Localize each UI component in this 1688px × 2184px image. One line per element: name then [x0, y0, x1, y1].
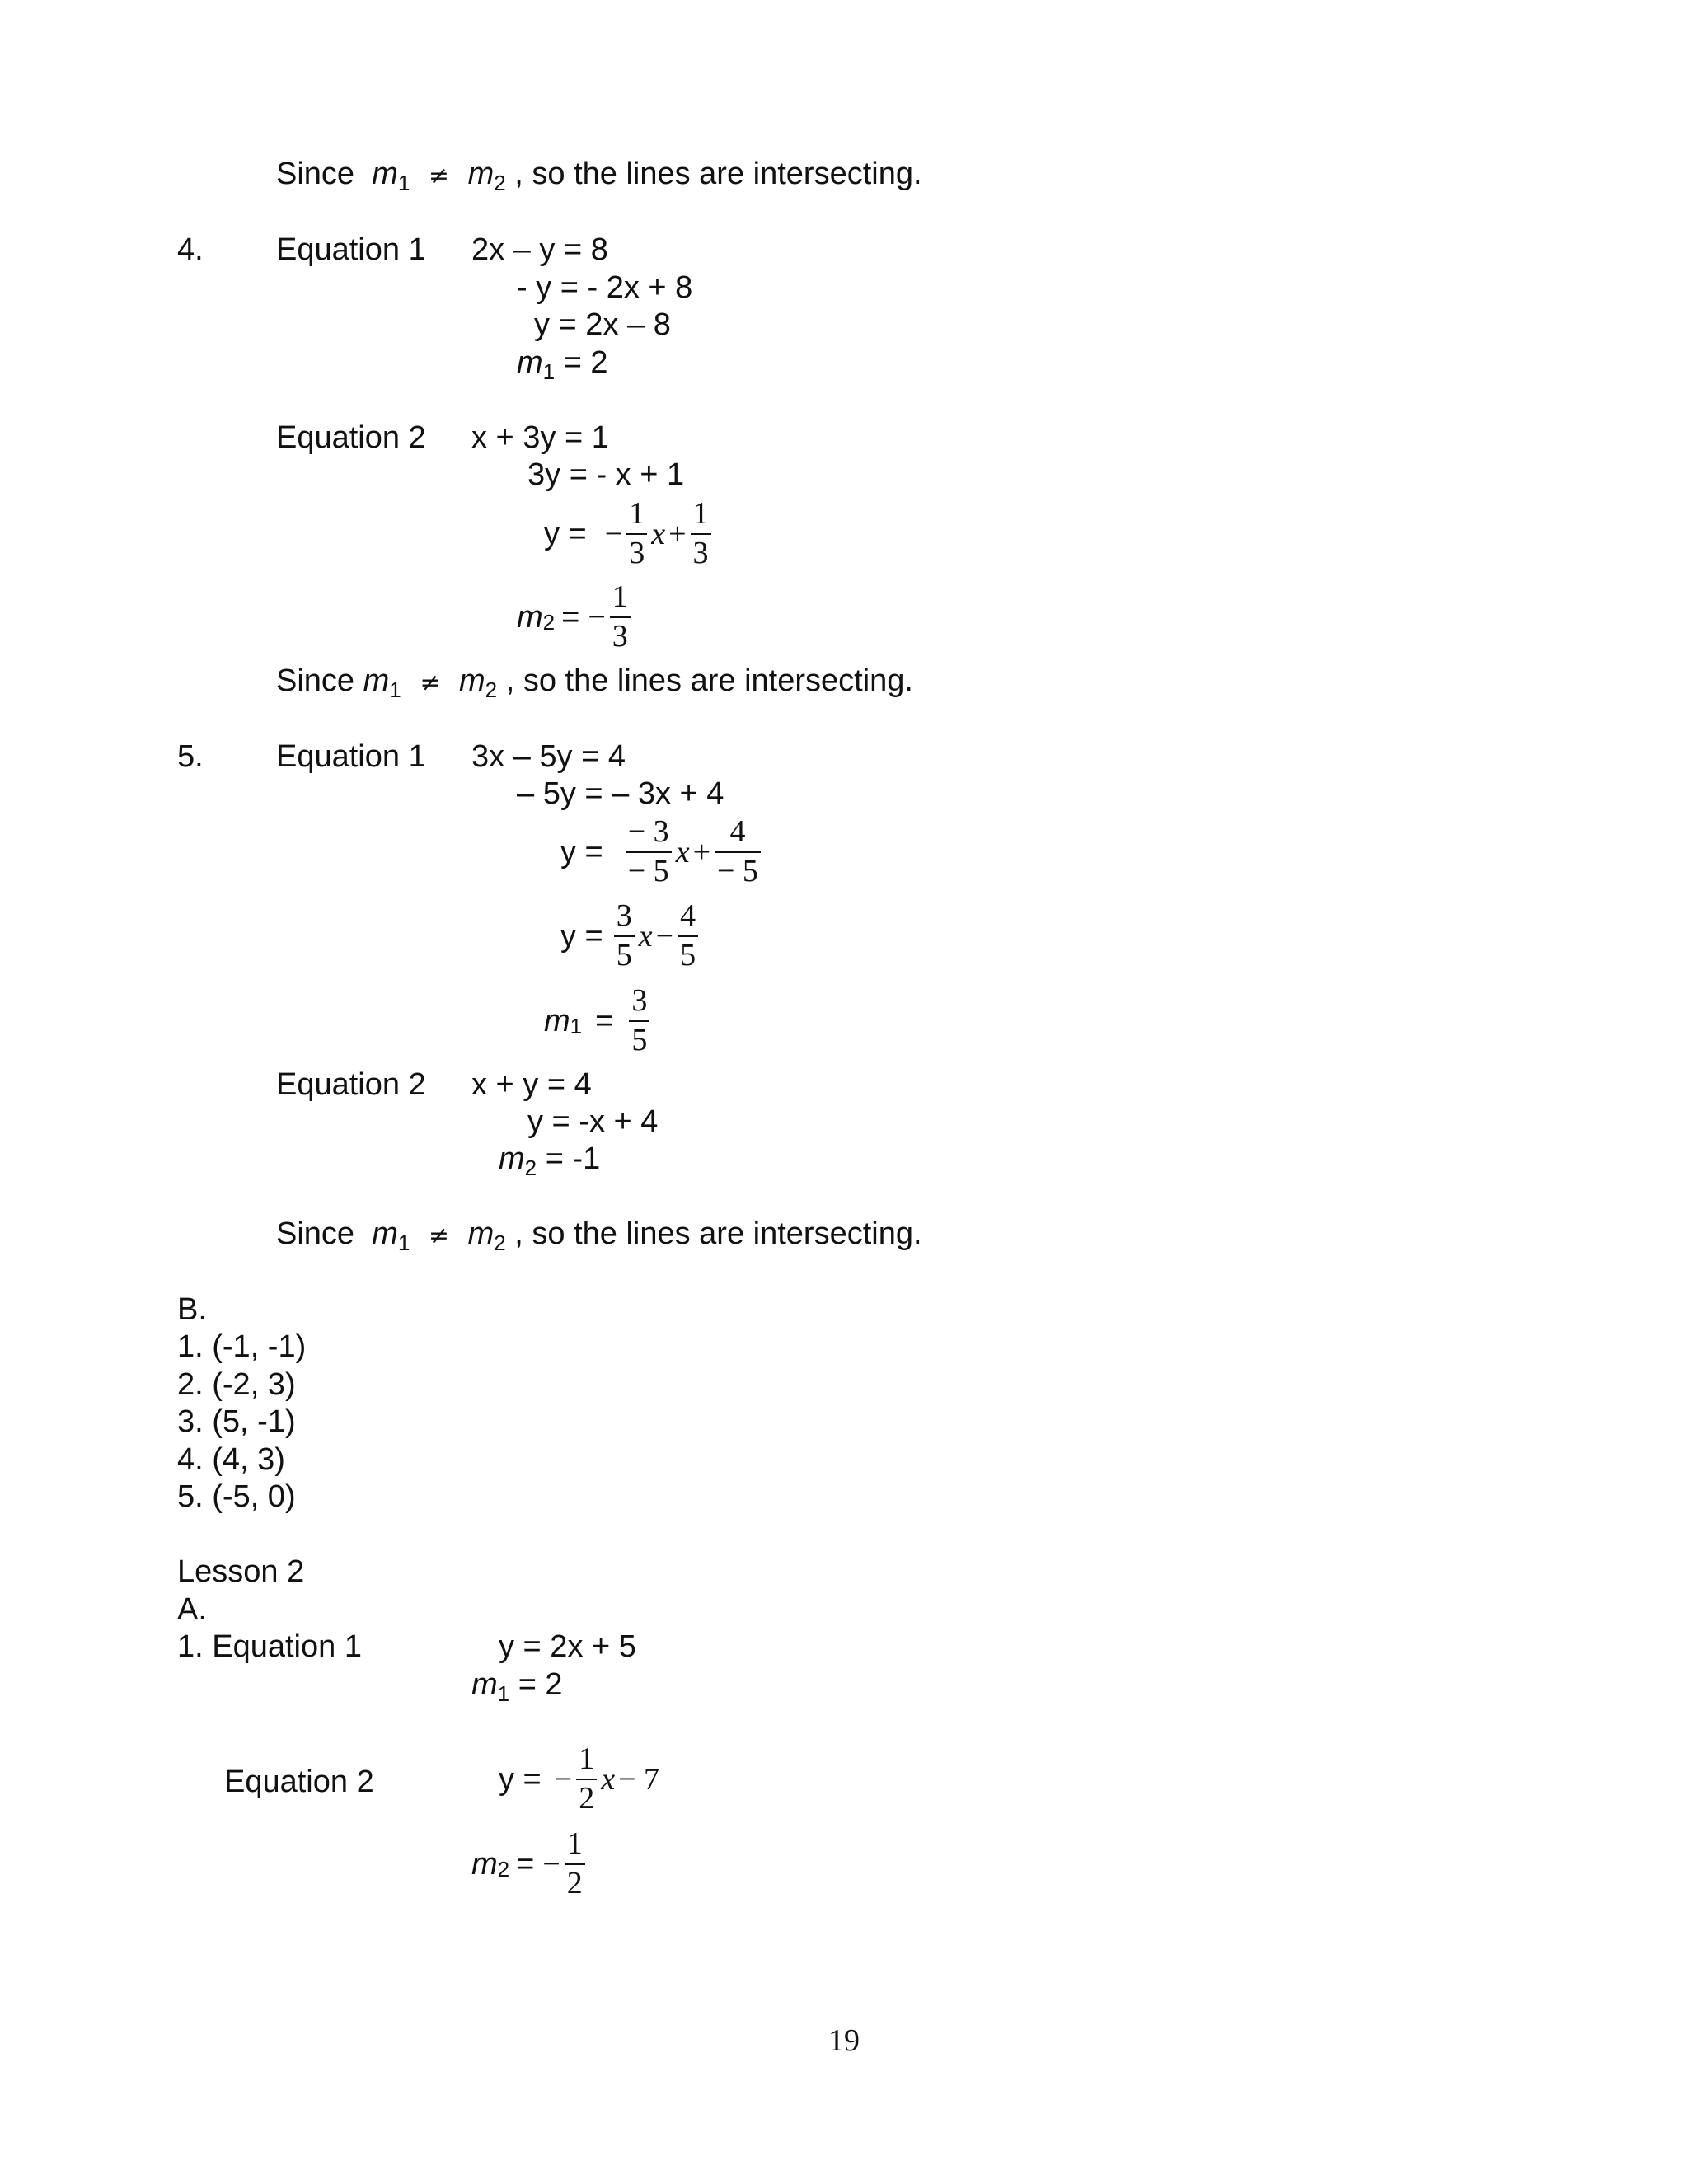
minus-sign: −: [655, 918, 674, 954]
lesson-2-m2-line: [471, 1828, 588, 1900]
part-b-answer-4: 4. (4, 3): [177, 1442, 285, 1477]
denominator: 5: [614, 935, 635, 972]
lesson-2-m1-line: [471, 1667, 563, 1706]
q4-m1-line: [517, 345, 608, 384]
not-equal-symbol: ≠: [420, 668, 441, 697]
q4-equation1-label: Equation 1: [276, 232, 426, 267]
conclusion-text: , so the lines are intersecting.: [514, 1216, 922, 1251]
numerator: 4: [680, 898, 696, 933]
x-variable: x: [651, 516, 666, 551]
equals-sign: =: [516, 1846, 535, 1882]
m1-subscript: 1: [397, 171, 410, 195]
question-number-5: 5.: [177, 739, 204, 774]
not-equal-symbol: ≠: [428, 162, 450, 190]
fraction-4-over-5: [678, 900, 698, 972]
m1-value: = 2: [518, 1667, 563, 1702]
denominator: 5: [678, 935, 698, 972]
q4-eq2-line2: 3y = - x + 1: [528, 457, 685, 492]
m1-symbol: m: [471, 1667, 498, 1702]
numerator: 1: [612, 579, 628, 614]
plus-sign: +: [692, 834, 710, 869]
x-variable: x: [601, 1761, 616, 1797]
lesson-2-heading: Lesson 2: [177, 1554, 305, 1589]
minus-sign: −: [542, 1846, 560, 1882]
q5-equation1-label: Equation 1: [276, 739, 426, 774]
page-number: 19: [828, 2023, 860, 2058]
x-variable: x: [638, 918, 653, 954]
q5-m1-line: [544, 985, 652, 1057]
m2-symbol: m: [499, 1141, 525, 1176]
m2-subscript: 2: [494, 171, 506, 195]
not-equal-symbol: ≠: [428, 1221, 450, 1250]
denominator: 2: [565, 1863, 585, 1900]
conclusion-text: , so the lines are intersecting.: [505, 663, 913, 698]
since-text: Since: [276, 157, 355, 191]
lesson-2-eq2: [499, 1743, 661, 1816]
q4-eq1-line2: - y = - 2x + 8: [517, 270, 693, 305]
m1-subscript: 1: [570, 1013, 583, 1038]
m2-symbol: m: [459, 663, 485, 698]
lesson-2-eq1: y = 2x + 5: [499, 1629, 636, 1664]
x-variable: x: [675, 834, 690, 869]
m2-symbol: m: [467, 157, 495, 191]
fraction-3-over-5: [614, 900, 635, 972]
numerator: 1: [629, 496, 645, 531]
fraction-4-over-neg5: [715, 816, 761, 888]
q4-eq2-line1: x + 3y = 1: [471, 420, 609, 455]
m1-symbol: m: [372, 1216, 398, 1251]
m1-symbol: m: [372, 157, 398, 191]
m1-subscript: 1: [542, 359, 556, 384]
numerator: 3: [631, 983, 648, 1018]
intersecting-conclusion-5: [276, 1216, 922, 1255]
lesson-2-part-a-heading: A.: [177, 1592, 207, 1627]
minus-sign: −: [604, 516, 623, 551]
lesson-2-equation2-label: Equation 2: [224, 1765, 374, 1799]
minus-sign: −: [588, 599, 606, 635]
denominator: − 5: [715, 851, 761, 888]
m1-value: = 2: [563, 345, 608, 380]
q5-m2-line: [499, 1141, 601, 1180]
m1-subscript: 1: [397, 1230, 410, 1255]
plus-sign: +: [668, 516, 687, 551]
q4-m2-line: [517, 581, 633, 654]
m2-subscript: 2: [494, 1230, 506, 1255]
fraction-3-over-5: [629, 985, 649, 1057]
q5-eq1-line2: – 5y = – 3x + 4: [517, 776, 724, 811]
q5-eq2-line2: y = -x + 4: [528, 1104, 659, 1139]
m1-symbol: m: [544, 1003, 570, 1038]
numerator: 1: [579, 1741, 595, 1776]
fraction-one-third: [626, 498, 647, 570]
y-equals: y =: [560, 918, 603, 954]
minus-sign: −: [554, 1761, 573, 1797]
denominator: 3: [610, 616, 631, 654]
q4-eq1-line3: y = 2x – 8: [534, 307, 671, 342]
q5-y-fraction-equation-1: [560, 816, 763, 888]
denominator: 3: [626, 533, 647, 570]
denominator: 3: [691, 533, 711, 570]
m1-subscript: 1: [497, 1681, 510, 1706]
since-text: Since: [276, 1216, 355, 1251]
part-b-answer-3: 3. (5, -1): [177, 1404, 296, 1439]
y-equals: y =: [544, 516, 587, 551]
q4-equation2-label: Equation 2: [276, 420, 426, 455]
fraction-one-half: [565, 1828, 585, 1900]
part-b-answer-5: 5. (-5, 0): [177, 1479, 296, 1514]
equals-sign: =: [561, 599, 580, 635]
numerator: 1: [692, 496, 709, 531]
numerator: 1: [566, 1826, 583, 1861]
m2-subscript: 2: [542, 609, 556, 635]
q4-eq1-line1: 2x – y = 8: [471, 232, 608, 267]
m1-symbol: m: [363, 663, 390, 698]
m1-symbol: m: [517, 345, 543, 380]
fraction-one-third: [610, 581, 631, 654]
part-b-answer-1: 1. (-1, -1): [177, 1329, 307, 1364]
lesson-2-item-1-label: 1. Equation 1: [177, 1629, 362, 1664]
minus-seven: − 7: [618, 1761, 659, 1797]
intersecting-conclusion-4: [276, 663, 913, 702]
m2-value: = -1: [545, 1141, 601, 1176]
m2-subscript: 2: [497, 1856, 510, 1882]
part-b-answer-2: 2. (-2, 3): [177, 1367, 296, 1402]
denominator: 2: [576, 1779, 597, 1816]
question-number-4: 4.: [177, 232, 204, 267]
m2-subscript: 2: [524, 1155, 537, 1180]
m1-subscript: 1: [389, 677, 401, 702]
m2-symbol: m: [471, 1846, 498, 1882]
m2-subscript: 2: [485, 677, 498, 702]
fraction-one-third: [691, 498, 711, 570]
y-equals: y =: [499, 1761, 542, 1797]
since-text: Since: [276, 663, 355, 698]
part-b-heading: B.: [177, 1292, 207, 1327]
q5-eq2-line1: x + y = 4: [471, 1067, 592, 1102]
conclusion-text: , so the lines are intersecting.: [514, 157, 922, 191]
m2-symbol: m: [517, 599, 543, 635]
equals-sign: =: [595, 1003, 614, 1038]
intersecting-conclusion-3: [276, 157, 922, 195]
denominator: − 5: [626, 851, 672, 888]
numerator: 4: [729, 814, 746, 849]
q4-y-fraction-equation: [544, 498, 714, 570]
numerator: − 3: [627, 814, 669, 849]
q5-eq1-line1: 3x – 5y = 4: [471, 739, 626, 774]
numerator: 3: [616, 898, 632, 933]
y-equals: y =: [560, 834, 603, 869]
fraction-one-half: [576, 1743, 597, 1816]
m2-symbol: m: [467, 1216, 495, 1251]
q5-y-fraction-equation-2: [560, 900, 701, 972]
denominator: 5: [629, 1020, 649, 1057]
fraction-neg3-over-neg5: [626, 816, 672, 888]
q5-equation2-label: Equation 2: [276, 1067, 426, 1102]
